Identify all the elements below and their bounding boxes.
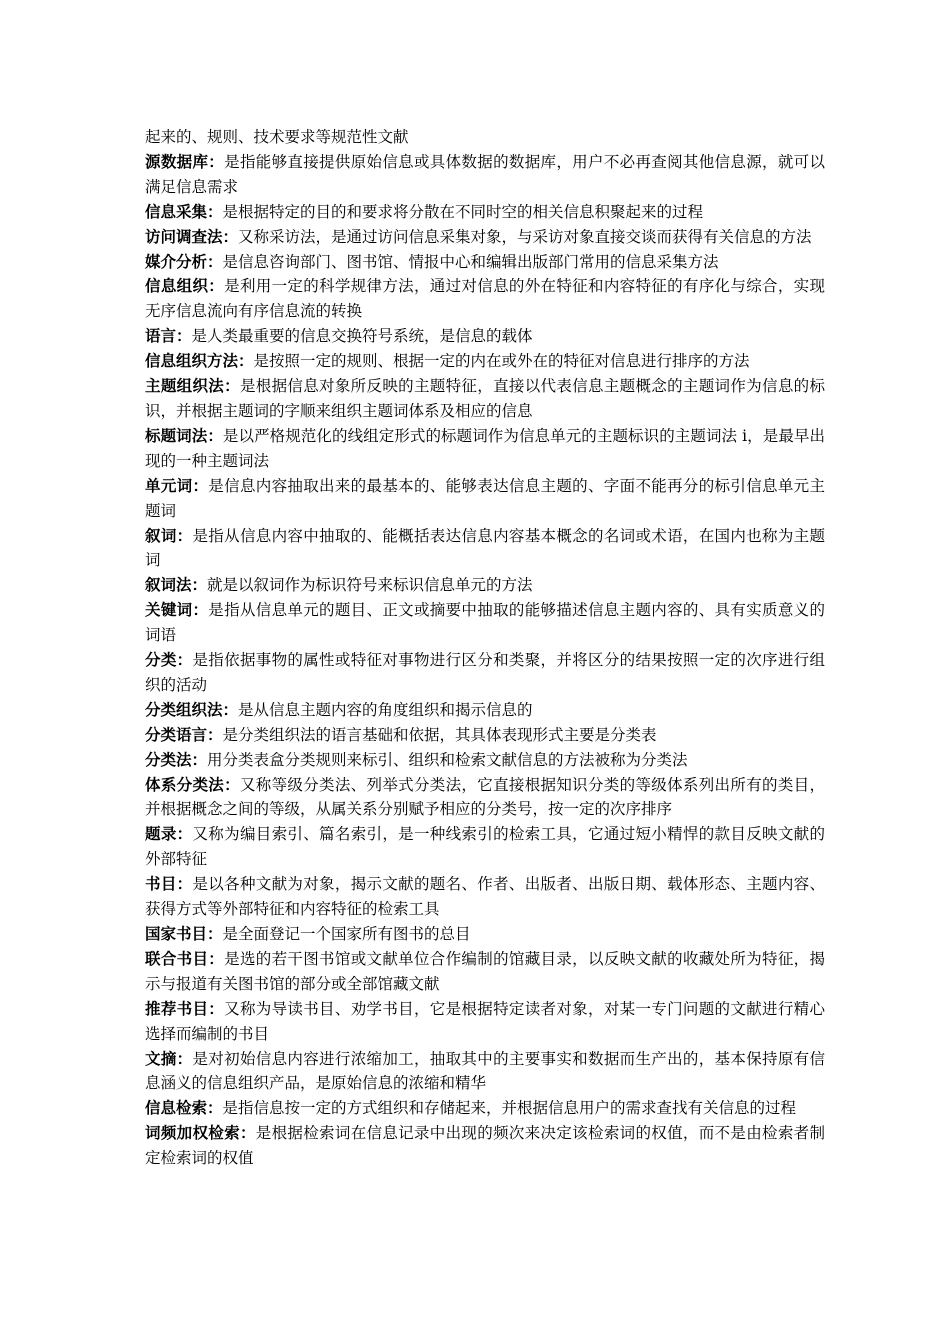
definition-entry xyxy=(145,698,825,723)
definition-term: 信息组织 xyxy=(145,277,209,296)
definition-entry xyxy=(145,250,825,275)
definition-text: 又称等级分类法、列举式分类法，它直接根据知识分类的等级体系列出所有的类目，并根据概念之间的等级，从属关系分别赋予相应的分类号，按一定的次序排序 xyxy=(145,775,825,819)
term-separator: ： xyxy=(191,750,208,769)
definition-term: 叙词 xyxy=(145,526,177,545)
definition-text: 是全面登记一个国家所有图书的总目 xyxy=(222,925,471,943)
definition-entry xyxy=(145,150,825,200)
term-separator: ： xyxy=(176,526,193,545)
definition-entry xyxy=(145,822,825,872)
definition-entry xyxy=(145,648,825,698)
definition-term: 国家书目 xyxy=(145,925,208,943)
definition-entry xyxy=(145,723,825,748)
term-separator: ： xyxy=(207,925,223,943)
term-separator: ： xyxy=(238,352,254,371)
definition-term: 媒介分析 xyxy=(145,252,208,271)
definition-entry xyxy=(145,349,825,374)
definition-text: 是根据检索词在信息记录中出现的频次来决定该检索词的权值，而不是由检索者制定检索词的权值 xyxy=(145,1124,825,1168)
definition-entry xyxy=(145,573,825,598)
definition-text: 是指信息按一定的方式组织和存储起来，并根据信息用户的需求查找有关信息的过程 xyxy=(222,1099,797,1118)
definition-term: 标题词法 xyxy=(145,426,208,445)
term-separator: ： xyxy=(207,202,223,221)
definition-text: 是选的若干图书馆或文献单位合作编制的馆藏目录，以反映文献的收藏处所为特征，揭示与报道有关图书馆的部分或全部馆藏文献 xyxy=(145,949,825,993)
term-separator: ： xyxy=(176,651,193,670)
term-separator: ： xyxy=(208,999,225,1018)
definition-term: 词频加权检索 xyxy=(145,1124,240,1143)
definition-term: 信息检索 xyxy=(145,1099,208,1118)
definition-entry xyxy=(145,773,825,823)
term-separator: ： xyxy=(192,601,209,620)
definition-text: 是指依据事物的属性或特征对事物进行区分和类聚，并将区分的结果按照一定的次序进行组织的活动 xyxy=(145,651,825,694)
definition-entry xyxy=(145,225,825,250)
definition-entry xyxy=(145,997,825,1047)
definition-entry xyxy=(145,1096,825,1121)
definition-entry xyxy=(145,324,825,349)
definition-entry xyxy=(145,474,825,524)
term-separator: ： xyxy=(224,775,240,794)
term-separator: ： xyxy=(222,227,239,246)
definition-term: 叙词法 xyxy=(145,576,192,595)
definition-term: 分类 xyxy=(145,651,177,670)
definition-text: 是指能够直接提供原始信息或具体数据的数据库，用户不必再查阅其他信息源，就可以满足信息需求 xyxy=(145,152,825,196)
term-separator: ： xyxy=(176,825,193,844)
definition-text: 是信息内容抽取出来的最基本的、能够表达信息主题的、字面不能再分的标引信息单元主题词 xyxy=(145,476,825,520)
term-separator: ： xyxy=(191,576,208,595)
term-separator: ： xyxy=(176,327,192,346)
definition-entry xyxy=(145,374,825,424)
term-separator: ： xyxy=(207,426,223,445)
definition-term: 主题组织法 xyxy=(145,377,225,396)
definition-entry xyxy=(145,274,825,324)
definition-text: 又称为导读书目、劝学书目，它是根据特定读者对象，对某一专门问题的文献进行精心选择而编制的书目 xyxy=(145,999,825,1043)
term-separator: ： xyxy=(208,949,225,968)
definition-entry xyxy=(145,524,825,574)
term-separator: ： xyxy=(208,277,225,296)
definition-text: 是信息咨询部门、图书馆、情报中心和编辑出版部门常用的信息采集方法 xyxy=(222,252,719,271)
term-separator: ： xyxy=(224,377,240,396)
definition-term: 题录 xyxy=(145,825,177,844)
term-separator: ： xyxy=(222,700,239,719)
term-separator: ： xyxy=(207,1099,223,1118)
definition-entry xyxy=(145,1121,825,1171)
definition-entry xyxy=(145,748,825,773)
definition-text: 又称采访法，是通过访问信息采集对象，与采访对象直接交谈而获得有关信息的方法 xyxy=(238,227,812,246)
definition-text: 是人类最重要的信息交换符号系统，是信息的载体 xyxy=(191,327,533,346)
definition-term: 源数据库 xyxy=(145,152,209,171)
definition-text: 就是以叙词作为标识符号来标识信息单元的方法 xyxy=(207,576,533,595)
term-separator: ： xyxy=(207,252,223,271)
definition-term: 推荐书目 xyxy=(145,999,209,1018)
definition-term: 关键词 xyxy=(145,601,193,620)
definition-text: 是根据信息对象所反映的主题特征，直接以代表信息主题概念的主题词作为信息的标识，并根据主题词的字顺来组织主题词体系及相应的信息 xyxy=(145,377,825,420)
term-separator: ： xyxy=(176,875,193,894)
definition-text: 是利用一定的科学规律方法，通过对信息的外在特征和内容特征的有序化与综合，实现无序信息流向有序信息流的转换 xyxy=(145,277,825,321)
definition-term: 信息组织方法 xyxy=(145,352,239,371)
term-separator: ： xyxy=(176,1049,193,1068)
definition-text: 是根据特定的目的和要求将分散在不同时空的相关信息积聚起来的过程 xyxy=(222,202,704,221)
definition-list xyxy=(145,150,825,1171)
definition-text: 是按照一定的规则、根据一定的内在或外在的特征对信息进行排序的方法 xyxy=(253,352,750,371)
definition-text: 是指从信息单元的题目、正文或摘要中抽取的能够描述信息主题内容的、具有实质意义的词语 xyxy=(145,601,825,645)
term-separator: ： xyxy=(239,1124,256,1143)
definition-term: 信息采集 xyxy=(145,202,208,221)
definition-entry xyxy=(145,922,825,947)
definition-term: 单元词 xyxy=(145,476,193,495)
term-separator: ： xyxy=(208,152,225,171)
document-page xyxy=(145,125,825,1171)
definition-text: 又称为编目索引、篇名索引，是一种线索引的检索工具，它通过短小精悍的款目反映文献的外部特征 xyxy=(145,825,825,869)
definition-text: 是以各种文献为对象，揭示文献的题名、作者、出版者、出版日期、载体形态、主题内容、获得方式等外部特征和内容特征的检索工具 xyxy=(145,875,825,919)
definition-term: 分类组织法 xyxy=(145,700,223,719)
definition-entry xyxy=(145,1047,825,1097)
definition-entry xyxy=(145,200,825,225)
definition-term: 联合书目 xyxy=(145,949,209,968)
definition-text: 用分类表盒分类规则来标引、组织和检索文献信息的方法被称为分类法 xyxy=(207,750,688,769)
term-separator: ： xyxy=(207,725,223,744)
definition-term: 分类语言 xyxy=(145,725,208,744)
definition-entry xyxy=(145,598,825,648)
definition-term: 分类法 xyxy=(145,750,192,769)
definition-text: 是从信息主题内容的角度组织和揭示信息的 xyxy=(238,700,533,719)
definition-text: 是对初始信息内容进行浓缩加工，抽取其中的主要事实和数据而生产出的，基本保持原有信息涵义的信息组织产品，是原始信息的浓缩和精华 xyxy=(145,1049,825,1093)
definition-term: 书目 xyxy=(145,875,177,894)
definition-entry xyxy=(145,947,825,997)
definition-term: 体系分类法 xyxy=(145,775,225,794)
term-separator: ： xyxy=(192,476,209,495)
definition-term: 访问调查法 xyxy=(145,227,223,246)
definition-text: 是以严格规范化的线组定形式的标题词作为信息单元的主题标识的主题词法 i，是最早出现的一种主题词法 xyxy=(145,426,825,470)
definition-text: 是分类组织法的语言基础和依据，其具体表现形式主要是分类表 xyxy=(222,725,657,744)
definition-term: 语言 xyxy=(145,327,177,346)
definition-text: 是指从信息内容中抽取的、能概括表达信息内容基本概念的名词或术语，在国内也称为主题词 xyxy=(145,526,825,570)
definition-entry xyxy=(145,872,825,922)
definition-entry xyxy=(145,424,825,474)
definition-term: 文摘 xyxy=(145,1049,177,1068)
lead-text: 起来的、规则、技术要求等规范性文献 xyxy=(145,128,409,146)
